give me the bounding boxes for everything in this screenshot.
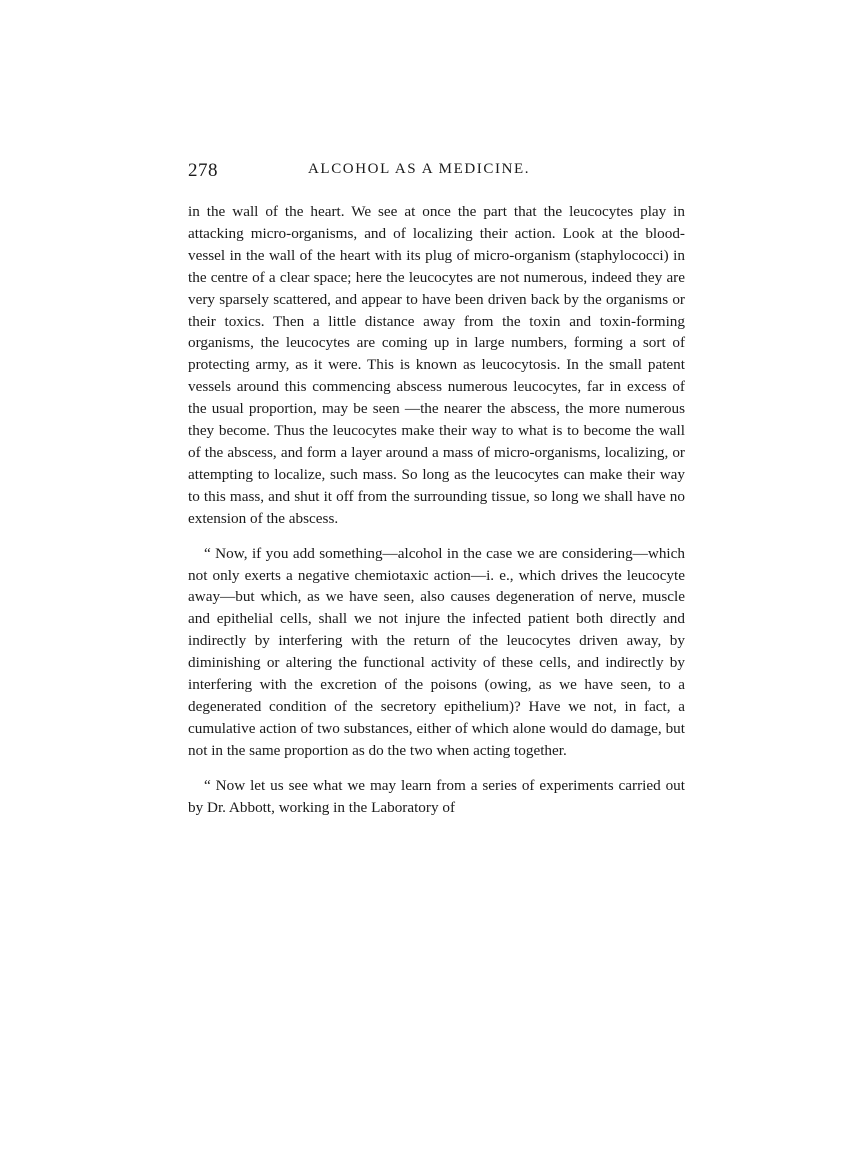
paragraph-alcohol-action: “ Now, if you add something—alcohol in the case we are considering—which not only exerts a negative chemiotaxic action—i. e., which drives the leucocyte away—but which, as we have seen, also causes degeneration of nerve, muscle and epithelial cells, shall we not injure the infected patient both directly and indirectly by interfering with the return of the leucocytes driven away, by diminishing or altering the functional activity of these cells, and indirectly by interfering with the excretion of the poisons (owing, as we have seen, to a degenerated condition of the secretory epithelium)? Have we not, in fact, a cumulative action of two substances, either of which alone would do damage, but not in the same proportion as do the two when acting together. — [188, 544, 685, 759]
paragraph-leucocytosis: in the wall of the heart. We see at once the part that the leucocytes play in attacking micro-organisms, and of localizing their action. Look at the blood-vessel in the wall of the heart with its plug of micro-organism (staphylococci) in the centre of a clear space; here the leucocytes are not numerous, indeed they are very sparsely scattered, and appear to have been driven back by the organisms or their toxics. Then a little distance away from the toxin and toxin-forming organisms, the leucocytes are coming up in large numbers, forming a sort of protecting army, as it were. This is known as leucocytosis. In the small patent vessels around this commencing abscess numerous leucocytes, far in excess of the usual proportion, may be seen —the nearer the abscess, the more numerous they become. Thus the leucocytes make their way to what is to become the wall of the abscess, and form a layer around a mass of micro-organisms, localizing, or attempting to localize, such mass. So long as the leucocytes can make their way to this mass, and shut it off from the surrounding tissue, so long we shall have no extension of the abscess. — [188, 203, 685, 527]
page-number: 278 — [188, 160, 218, 181]
paragraph-experiments: “ Now let us see what we may learn from a series of experiments carried out by Dr. Abbott, working in the Laboratory of — [188, 776, 685, 816]
running-head — [188, 160, 688, 184]
running-title: ALCOHOL AS A MEDICINE. — [308, 161, 531, 177]
body-text — [188, 201, 685, 818]
